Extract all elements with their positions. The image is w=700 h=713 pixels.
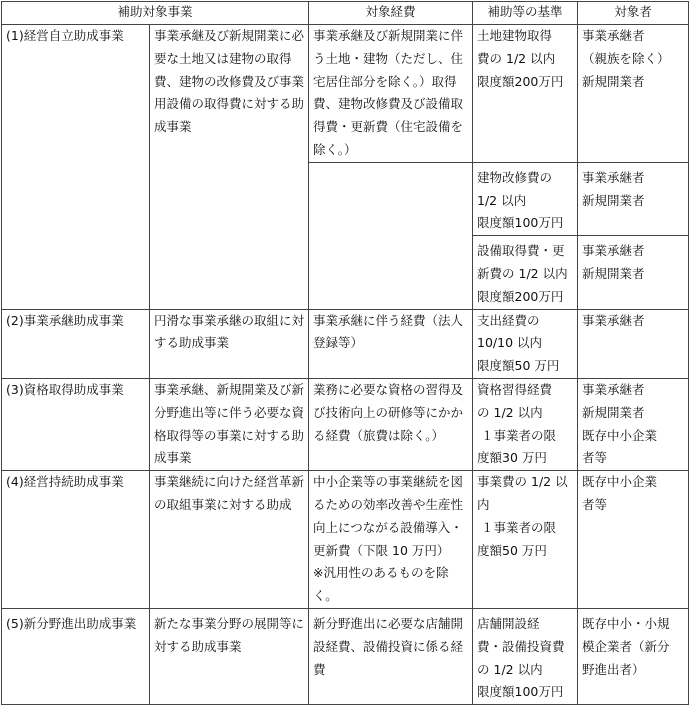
subsidy-criteria: [473, 236, 578, 309]
project-description: 円滑な事業承継の取組に対する助成事業: [150, 309, 309, 378]
criteria-line: 10/10 以内: [477, 335, 543, 351]
subsidy-criteria: [473, 378, 578, 470]
recipient-line: 模企業者（新分: [582, 638, 670, 654]
recipient-line: 事業承継者: [582, 169, 645, 185]
project-name: (5)新分野進出助成事業: [2, 608, 150, 704]
project-name: (3)資格取得助成事業: [2, 378, 150, 470]
eligible-expenses: 事業承継に伴う経費（法人登録等）: [309, 309, 473, 378]
criteria-line: 設備取得費・更: [477, 243, 565, 259]
recipient-line: 事業承継者: [582, 381, 645, 397]
criteria-line: 費・設備投資費: [477, 638, 565, 654]
recipient-line: 新規開業者: [582, 192, 645, 208]
recipient-line: （親族を除く）: [582, 50, 670, 66]
criteria-line: 限度額200万円: [477, 73, 564, 89]
criteria-line: 費の 1/2 以内: [477, 50, 556, 66]
eligible-recipients: [578, 471, 689, 609]
table-row: [2, 25, 689, 163]
expenses-note: ※汎用性のあるものを除く。: [313, 565, 449, 604]
eligible-recipients: [578, 309, 689, 378]
subsidy-criteria: [473, 162, 578, 235]
table-row: [2, 309, 689, 378]
eligible-expenses-continued: [309, 162, 473, 309]
recipient-line: 新規開業者: [582, 73, 645, 89]
eligible-recipients: [578, 608, 689, 704]
criteria-line: 建物改修費の: [477, 169, 553, 185]
project-description: 新たな事業分野の展開等に対する助成事業: [150, 608, 309, 704]
eligible-expenses: 業務に必要な資格の習得及び技術向上の研修等にかかる経費（旅費は除く。）: [309, 378, 473, 470]
subsidy-criteria: [473, 309, 578, 378]
criteria-line: 限度額50 万円: [477, 358, 560, 374]
subsidy-criteria: [473, 25, 578, 163]
criteria-line: 資格習得経費: [477, 381, 553, 397]
eligible-expenses: 新分野進出に必要な店舗開設経費、設備投資に係る経費: [309, 608, 473, 704]
recipient-line: 野進出者）: [582, 661, 645, 677]
recipient-line: 事業承継者: [582, 312, 645, 328]
table-row: [2, 471, 689, 609]
criteria-line: 度額30 万円: [477, 450, 547, 466]
project-name: (1)経営自立助成事業: [2, 25, 150, 310]
header-subsidy-criteria: 補助等の基準: [473, 2, 578, 25]
criteria-line: 1/2 以内: [477, 192, 527, 208]
criteria-line: 新費の 1/2 以内: [477, 265, 568, 281]
subsidy-criteria: [473, 608, 578, 704]
recipient-line: 者等: [582, 450, 608, 466]
project-description: 事業継続に向けた経営革新の取組事業に対する助成: [150, 471, 309, 609]
header-row: [2, 2, 689, 25]
eligible-expenses: 事業承継及び新規開業に伴う土地・建物（ただし、住宅居住部分を除く。）取得費、建物改修費及び設備取得費・更新費（住宅設備を除く。）: [309, 25, 473, 163]
table-row: [2, 608, 689, 704]
project-name: (4)経営持続助成事業: [2, 471, 150, 609]
project-description: 事業承継及び新規開業に必要な土地又は建物の取得費、建物の改修費及び事業用設備の取得費に対する助成事業: [150, 25, 309, 310]
criteria-line: 限度額100万円: [477, 684, 564, 700]
recipient-line: 既存中小・小規: [582, 615, 670, 631]
header-eligible-recipients: 対象者: [578, 2, 689, 25]
recipient-line: 者等: [582, 496, 608, 512]
expenses-line: 中小企業等の事業継続を図るための効率改善や生産性向上につながる設備導入・更新費（下限 10 万円）: [313, 474, 464, 558]
criteria-line: 内: [477, 496, 490, 512]
eligible-recipients: [578, 236, 689, 309]
criteria-line: 支出経費の: [477, 312, 540, 328]
criteria-line: 度額50 万円: [477, 542, 547, 558]
criteria-line: 事業費の 1/2 以: [477, 474, 568, 490]
eligible-recipients: [578, 162, 689, 235]
criteria-line: １事業者の限: [477, 427, 557, 443]
criteria-line: 限度額100万円: [477, 215, 564, 231]
criteria-line: 店舗開設経: [477, 615, 540, 631]
recipient-line: 事業承継者: [582, 28, 645, 43]
eligible-expenses: [309, 471, 473, 609]
recipient-line: 事業承継者: [582, 243, 645, 259]
eligible-recipients: [578, 378, 689, 470]
subsidy-criteria: [473, 471, 578, 609]
project-name: (2)事業承継助成事業: [2, 309, 150, 378]
criteria-line: の 1/2 以内: [477, 404, 543, 420]
criteria-line: 土地建物取得: [477, 28, 553, 43]
eligible-recipients: [578, 25, 689, 163]
criteria-line: 限度額200万円: [477, 288, 564, 304]
subsidy-table: [1, 1, 689, 705]
header-subsidy-project: 補助対象事業: [2, 2, 309, 25]
recipient-line: 既存中小企業: [582, 427, 658, 443]
project-description: 事業承継、新規開業及び新分野進出等に伴う必要な資格取得等の事業に対する助成事業: [150, 378, 309, 470]
header-eligible-expenses: 対象経費: [309, 2, 473, 25]
criteria-line: １事業者の限: [477, 519, 557, 535]
recipient-line: 既存中小企業: [582, 474, 658, 490]
criteria-line: の 1/2 以内: [477, 661, 543, 677]
table-row: [2, 378, 689, 470]
recipient-line: 新規開業者: [582, 265, 645, 281]
recipient-line: 新規開業者: [582, 404, 645, 420]
